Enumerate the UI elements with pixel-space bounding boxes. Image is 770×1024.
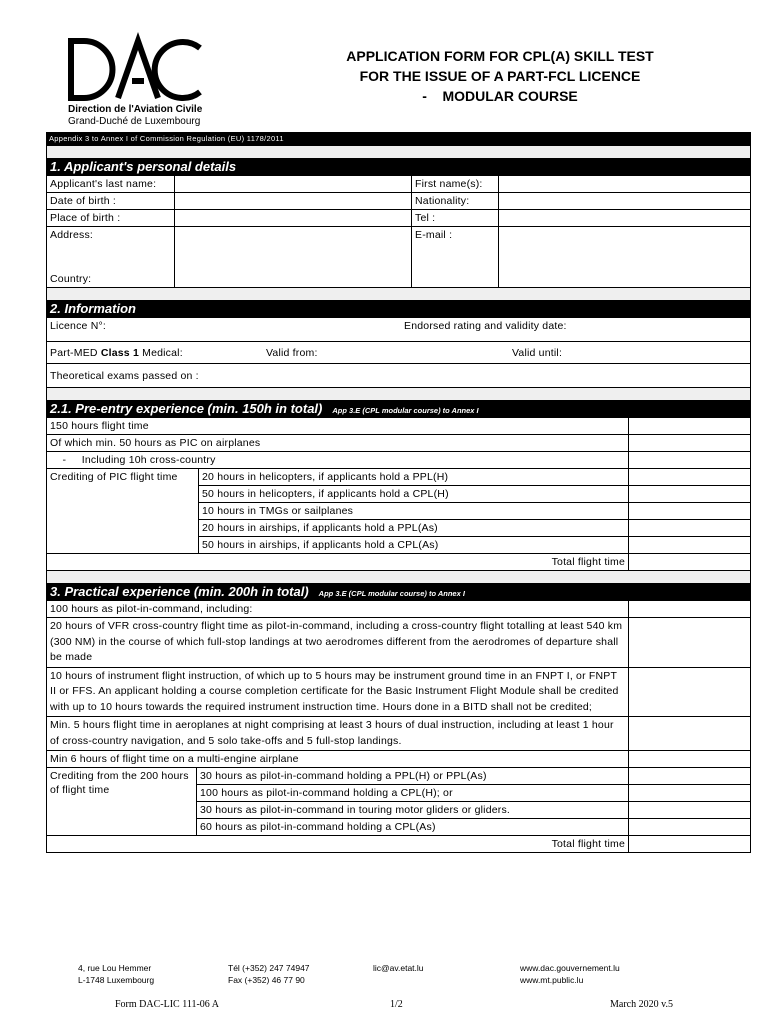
gap-row [46,388,751,400]
footer-address-1: 4, rue Lou Hemmer [78,963,152,973]
pre-entry-credit-2: 50 hours in helicopters, if applicants hold a CPL(H) [199,486,629,503]
practical-row-2: 20 hours of VFR cross-country flight time as pilot-in-command, including a cross-country flight totalling at least 540 km (300 NM) in the course of which full-stop landings at two aerodromes different from the aerodromes of departure shall be made [47,618,629,668]
footer-fax: Fax (+352) 46 77 90 [228,975,305,985]
pre-entry-table [46,417,751,571]
practical-credit-value-2[interactable] [629,785,751,802]
dob-label: Date of birth : [47,193,175,210]
pre-entry-value-1[interactable] [629,418,751,435]
medical-suffix: Medical: [139,347,183,359]
section-2-1-header [46,400,751,417]
section-3-title: 3. Practical experience (min. 200h in total) [50,584,309,599]
footer-form-code: Form DAC-LIC 111-06 A [115,999,219,1010]
endorsed-label: Endorsed rating and validity date: [404,320,567,332]
practical-total-value[interactable] [629,836,751,853]
licence-row[interactable] [47,318,751,342]
section-2-header: 2. Information [46,300,751,317]
logo-line-2: Grand-Duché de Luxembourg [68,116,201,127]
medical-prefix: Part-MED [50,347,101,359]
pre-entry-credit-3: 10 hours in TMGs or sailplanes [199,503,629,520]
pre-entry-credit-value-2[interactable] [629,486,751,503]
information-table [46,317,751,388]
pre-entry-credit-label: Crediting of PIC flight time [47,469,199,554]
practical-value-4[interactable] [629,717,751,751]
theory-row[interactable] [47,364,751,388]
appendix-bar: Appendix 3 to Annex I of Commission Regulation (EU) 1178/2011 [46,132,751,146]
pre-entry-credit-4: 20 hours in airships, if applicants hold a PPL(As) [199,520,629,537]
section-3-header [46,583,751,600]
practical-row-4: Min. 5 hours flight time in aeroplanes at night comprising at least 3 hours of dual instruction, including at least 1 hour of cross-country navigation, and 5 solo take-offs and 5 full-stop landings. [47,717,629,751]
tel-field[interactable] [499,210,751,227]
pre-entry-credit-value-4[interactable] [629,520,751,537]
pre-entry-total-label: Total flight time [47,554,629,571]
medical-row[interactable] [47,342,751,364]
dob-field[interactable] [175,193,412,210]
practical-credit-2: 100 hours as pilot-in-command holding a CPL(H); or [197,785,629,802]
pob-field[interactable] [175,210,412,227]
footer-phone [228,962,310,986]
footer-web-1[interactable]: www.dac.gouvernement.lu [520,963,620,973]
logo-line-1: Direction de l'Aviation Civile [68,104,203,115]
pre-entry-credit-1: 20 hours in helicopters, if applicants hold a PPL(H) [199,469,629,486]
practical-credit-4: 60 hours as pilot-in-command holding a CPL(As) [197,819,629,836]
section-2-1-title: 2.1. Pre-entry experience (min. 150h in total) [50,401,323,416]
footer-web-2[interactable]: www.mt.public.lu [520,975,584,985]
pob-label: Place of birth : [47,210,175,227]
practical-credit-3: 30 hours as pilot-in-command in touring motor gliders or gliders. [197,802,629,819]
tel-label: Tel : [412,210,499,227]
theory-label: Theoretical exams passed on : [50,370,199,382]
medical-class: Class 1 [100,347,139,359]
title-line-1: APPLICATION FORM FOR CPL(A) SKILL TEST [346,48,654,64]
practical-total-label: Total flight time [47,836,629,853]
practical-table [46,600,751,853]
practical-credit-value-4[interactable] [629,819,751,836]
pre-entry-value-3[interactable] [629,452,751,469]
footer-address [78,962,154,986]
first-names-label: First name(s): [412,176,499,193]
practical-row-1: 100 hours as pilot-in-command, including: [47,601,629,618]
pre-entry-row-3: - Including 10h cross-country [47,452,629,469]
valid-from-label: Valid from: [266,347,318,359]
last-name-field[interactable] [175,176,412,193]
pre-entry-credit-value-3[interactable] [629,503,751,520]
practical-row-3: 10 hours of instrument flight instruction, of which up to 5 hours may be instrument ground time in an FNPT I, or FNPT II or FFS. An applicant holding a course completion certificate for the Basic Instrument Flight Module shall be credited with up to 10 hours towards the required instrument instruction time. Hours done in a BITD shall not be credited; [47,667,629,717]
pre-entry-credit-5: 50 hours in airships, if applicants hold a CPL(As) [199,537,629,554]
footer-page-number: 1/2 [390,999,403,1010]
application-form [46,132,751,853]
section-3-ref: App 3.E (CPL modular course) to Annex I [318,589,465,598]
pre-entry-value-2[interactable] [629,435,751,452]
nationality-field[interactable] [499,193,751,210]
licence-label: Licence N°: [50,320,107,332]
pre-entry-row-2: Of which min. 50 hours as PIC on airplanes [47,435,629,452]
address-label: Address: [50,229,94,241]
gap-row [46,571,751,583]
practical-value-3[interactable] [629,667,751,717]
personal-details-table [46,175,751,288]
footer-web [520,962,620,986]
section-1-header: 1. Applicant's personal details [46,158,751,175]
footer-version-date: March 2020 v.5 [610,999,673,1010]
practical-row-5: Min 6 hours of flight time on a multi-engine airplane [47,751,629,768]
practical-credit-value-1[interactable] [629,768,751,785]
address-field[interactable] [175,227,412,288]
practical-credit-label: Crediting from the 200 hours of flight time [47,768,197,836]
footer-address-2: L-1748 Luxembourg [78,975,155,985]
page-title [300,46,700,106]
pre-entry-total-value[interactable] [629,554,751,571]
email-field[interactable] [499,227,751,288]
practical-value-1[interactable] [629,601,751,618]
practical-credit-1: 30 hours as pilot-in-command holding a PPL(H) or PPL(As) [197,768,629,785]
title-line-3: - MODULAR COURSE [422,88,578,104]
title-line-2: FOR THE ISSUE OF A PART-FCL LICENCE [359,68,641,84]
practical-value-5[interactable] [629,751,751,768]
medical-label [50,347,183,359]
practical-value-2[interactable] [629,618,751,668]
practical-credit-value-3[interactable] [629,802,751,819]
nationality-label: Nationality: [412,193,499,210]
address-label-cell [47,227,175,288]
pre-entry-credit-value-1[interactable] [629,469,751,486]
last-name-label: Applicant's last name: [47,176,175,193]
first-names-field[interactable] [499,176,751,193]
country-label: Country: [50,273,92,285]
pre-entry-credit-value-5[interactable] [629,537,751,554]
footer-tel: Tél (+352) 247 74947 [228,963,310,973]
section-2-1-ref: App 3.E (CPL modular course) to Annex I [332,406,479,415]
email-label: E-mail : [412,227,499,288]
gap-row [46,146,751,158]
gap-row [46,288,751,300]
footer-email[interactable]: lic@av.etat.lu [373,963,424,973]
valid-until-label: Valid until: [512,347,563,359]
pre-entry-row-1: 150 hours flight time [47,418,629,435]
